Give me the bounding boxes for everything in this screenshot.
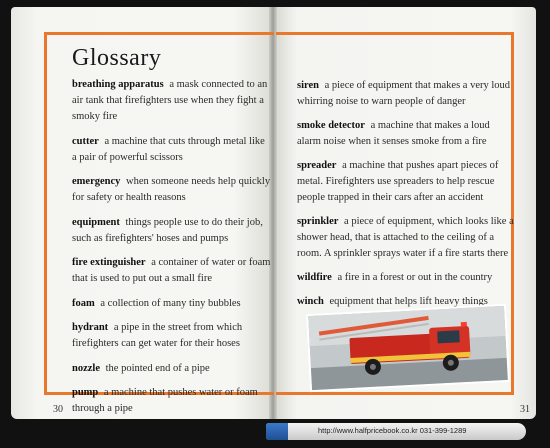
- glossary-term: foam: [72, 297, 95, 309]
- glossary-entry: [72, 134, 272, 166]
- page-number-right: 31: [520, 404, 530, 415]
- glossary-term: sprinkler: [297, 216, 339, 227]
- open-book: [11, 7, 536, 419]
- glossary-list-left: [72, 77, 272, 426]
- pen-imprint: http://www.halfpricebook.co.kr 031-399-1289: [318, 426, 467, 435]
- glossary-definition: a collection of many tiny bubbles: [100, 297, 241, 309]
- glossary-entry: [297, 158, 515, 206]
- glossary-definition: the pointed end of a pipe: [105, 362, 210, 374]
- glossary-entry: [72, 296, 272, 312]
- glossary-definition: a piece of equipment that makes a very loud whirring noise to warn people of danger: [297, 80, 511, 107]
- glossary-term: fire extinguisher: [72, 257, 146, 268]
- glossary-definition: a piece of equipment, which looks like a shower head, that is attached to the ceiling of a room. A sprinkler sprays water if a fire starts there: [297, 216, 514, 259]
- glossary-entry: [72, 174, 272, 206]
- page-number-left: 30: [53, 404, 63, 415]
- glossary-definition: a pipe in the street from which firefighters can get water for their hoses: [72, 322, 243, 349]
- glossary-entry: [297, 78, 515, 110]
- glossary-term: emergency: [72, 176, 121, 187]
- glossary-entry: [72, 385, 272, 417]
- glossary-term: cutter: [72, 135, 99, 147]
- glossary-entry: [72, 361, 272, 377]
- glossary-definition: when someone needs help quickly for safety or health reasons: [72, 176, 271, 203]
- glossary-term: pump: [72, 387, 99, 398]
- fire-truck-illustration: [308, 306, 508, 390]
- glossary-entry: [297, 118, 515, 150]
- glossary-entry: [297, 214, 515, 262]
- glossary-entry: [72, 215, 272, 247]
- glossary-term: smoke detector: [297, 120, 365, 131]
- glossary-term: spreader: [297, 160, 337, 171]
- glossary-term: winch: [297, 296, 324, 307]
- glossary-definition: a container of water or foam that is used to put out a small fire: [72, 257, 271, 284]
- glossary-definition: equipment that helps lift heavy things: [329, 296, 488, 307]
- glossary-term: equipment: [72, 216, 120, 228]
- glossary-definition: a machine that pushes apart pieces of metal. Firefighters use spreaders to help rescue people trapped in their cars after an accident: [297, 160, 499, 203]
- glossary-definition: a mask connected to an air tank that firefighters use when they fight a smoky fire: [72, 79, 268, 122]
- pen-cap: [266, 423, 288, 440]
- glossary-term: wildfire: [297, 272, 332, 283]
- pen: [266, 423, 526, 440]
- glossary-definition: a fire in a forest or out in the country: [337, 272, 493, 283]
- glossary-definition: things people use to do their job, such as firefighters' hoses and pumps: [72, 216, 263, 244]
- glossary-definition: a machine that pushes water or foam through a pipe: [72, 387, 258, 414]
- glossary-term: nozzle: [72, 362, 100, 374]
- page-title: Glossary: [72, 45, 162, 71]
- glossary-entry: [72, 255, 272, 287]
- glossary-entry: [72, 320, 272, 352]
- glossary-entry: [297, 270, 515, 286]
- fire-truck-photo: [308, 306, 508, 390]
- glossary-list-right: [297, 78, 515, 318]
- glossary-term: siren: [297, 80, 319, 91]
- glossary-term: hydrant: [72, 322, 109, 333]
- glossary-entry: [72, 77, 272, 125]
- glossary-definition: a machine that makes a loud alarm noise when it senses smoke from a fire: [297, 120, 490, 147]
- glossary-definition: a machine that cuts through metal like a pair of powerful scissors: [72, 135, 265, 163]
- glossary-term: breathing apparatus: [72, 79, 164, 90]
